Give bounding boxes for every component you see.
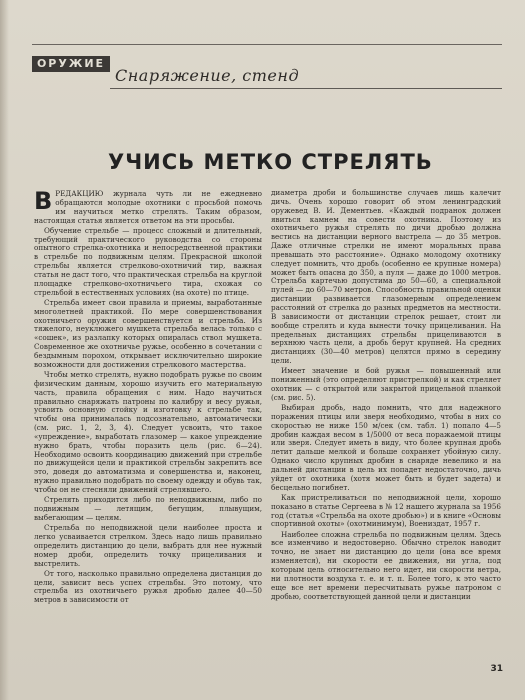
dropcap: В bbox=[34, 190, 53, 215]
paragraph: Стрельба имеет свои правила и приемы, выработанные многолетней практикой. По мере совершенствования охотничьего оружия совершенствуется и стрельба. Из тяжелого, неуклюжего мушкета стрельба велась только с «сошек», из разлапку которых опиралась ствол мушкета. Современное же охотничье ружье, особенно в сочетании с бездымным порохом, открывает исключительно широкие возможности для достижения стрелкового мастерства. bbox=[34, 297, 262, 369]
left-column bbox=[34, 190, 262, 645]
intro-paragraph bbox=[34, 190, 262, 225]
page-number: 31 bbox=[490, 664, 503, 674]
section-subtitle: Снаряжение, стенд bbox=[115, 66, 300, 85]
paragraph: Обучение стрельбе — процесс сложный и длительный, требующий практического руководства со стороны опытного стрелка-охотника и непосредственной практики в стрельбе по подвижным целям. Прекрасной школой стрельбы является стрелково-охотничий тир, важная статья не даст того, что практическая стрельба на круглой площадке стрелково-охотничьего тира, схожая со стрельбой в естественных условиях (на охоте) по птице. bbox=[34, 225, 262, 297]
right-column bbox=[271, 189, 501, 647]
paragraph-text: РЕДАКЦИЮ журнала чуть ли не ежедневно обращаются молодые охотники с просьбой помочь им научиться метко стрелять. Таким образом, настоящая статья является ответом на эти просьбы. bbox=[34, 190, 262, 225]
paragraph: Чтобы метко стрелять, нужно подобрать ружье по своим физическим данным, хорошо изучить его материальную часть, правила обращения с ним. Надо научиться правильно снаряжать патроны по калибру и весу ружья, усвоить основную стойку и изготовку к стрельбе так, чтобы она принималась подсознательно, автоматически (см. рис. 1, 2, 3, 4). Следует усвоить, что такое «упреждение», выработать глазомер — какое упреждение нужно брать, чтобы поразить цель (рис. 6—24). Необходимо освоить координацию движений при стрельбе по движущейся цели и практикой стрельбы закрепить все это, доведя до автоматизма и совершенства и, наконец, нужно правильно подобрать по своему одежду и обувь так, чтобы он не стесняли движений стрелявшего. bbox=[34, 370, 262, 495]
paragraph: диаметра дроби и большинстве случаев лишь калечит дичь. Очень хорошо говорит об этом ленинградский оружевед В. И. Дементьев. «Каждый подранок должен явиться камнем на совести охотника. Поэтому из охотничьего ружья стрелять по дичи дробью должна вестись на дистанции верного выстрела — до 35 метров. Даже отличные стрелки не имеют моральных права превышать это расстояние». Однако молодому охотнику следует помнить, что дробь (особенно ее крупные номера) может быть опасна до 350, а пуля — даже до 1000 метров. Стрельба картечью допустима до 50—60, а специальной пулей — до 60—70 метров. Способность правильной оценки дистанции развивается глазомерным определением расстояний от стрелка до разных предметов на местности. В зависимости от дистанции стрелок решает, стоит ли вообще стрелять и куда вынести точку прицеливания. На предельных дистанциях стрельбы прицеливаются в верхнюю часть цели, а дробь берут крупней. На средних дистанциях (30—40 метров) целятся прямо в середину цели. bbox=[271, 189, 501, 366]
paragraph: Выбирая дробь, надо помнить, что для надежного поражения птицы или зверя необходимо, чтобы в них со скоростью не ниже 150 м/сек (см. табл. 1) попало 4—5 дробин каждая весом в 1/5000 от веса поражаемой птицы или зверя. Следует иметь в виду, что более крупная дробь летит дальше мелкой и больше сохраняет убойную силу. Однако число крупных дробин в снаряде невелико и на дальней дистанции в цель их попадет недостаточно, дичь уйдет от охотника (хотя может быть и будет задета) и бесцельно погибнет. bbox=[271, 403, 501, 492]
article-title: УЧИСЬ МЕТКО СТРЕЛЯТЬ bbox=[108, 150, 433, 174]
page-fold-shadow bbox=[0, 0, 9, 700]
section-label: ОРУЖИЕ bbox=[32, 56, 110, 72]
paragraph: Имеет значение и бой ружья — повышенный или пониженный (это определяют пристрелкой) и как стреляет охотник — с открытой или закрытой прицельной планкой (см. рис. 5). bbox=[271, 366, 501, 402]
top-rule bbox=[32, 44, 502, 45]
paragraph: Как пристреливаться по неподвижной цели, хорошо показано в статье Сергеева в № 12 нашего журнала за 1956 год (статья «Стрельба на охоте дробью») и в книге «Основы спортивной охоты» (охотминимум), Воениздат, 1957 г. bbox=[271, 492, 501, 529]
paragraph: От того, насколько правильно определена дистанция до цели, зависит весь успех стрельбы. Это потому, что стрельба из охотничьего ружья дробью далее 40—50 метров в зависимости от bbox=[34, 568, 262, 605]
heading-rule bbox=[110, 88, 502, 89]
paragraph: Стрельба по неподвижной цели наиболее проста и легко усваивается стрелком. Здесь надо лишь правильно определить дистанцию до цели, выбрать для нее нужный номер дроби, определить точку прицеливания и выстрелить. bbox=[34, 523, 262, 568]
paragraph: Стрелять приходится либо по неподвижным, либо по подвижным — летящим, бегущим, плывущим, выбегающим — целям. bbox=[34, 495, 262, 522]
paragraph: Наиболее сложна стрельба по подвижным целям. Здесь все изменчиво и недостоверно. Обычно стрелок наводит точно, не знает ни дистанцию до цели (она все время изменяется), ни скорости ее движения, ни угла, под которым цель относительно него идет, ни скорости ветра, ни плотности воздуха т. е. и т. п. Более того, к это часто еще все нет времени пересчитывать ружье патроном с дробью, соответствующей данной цели и дистанции bbox=[271, 529, 501, 601]
